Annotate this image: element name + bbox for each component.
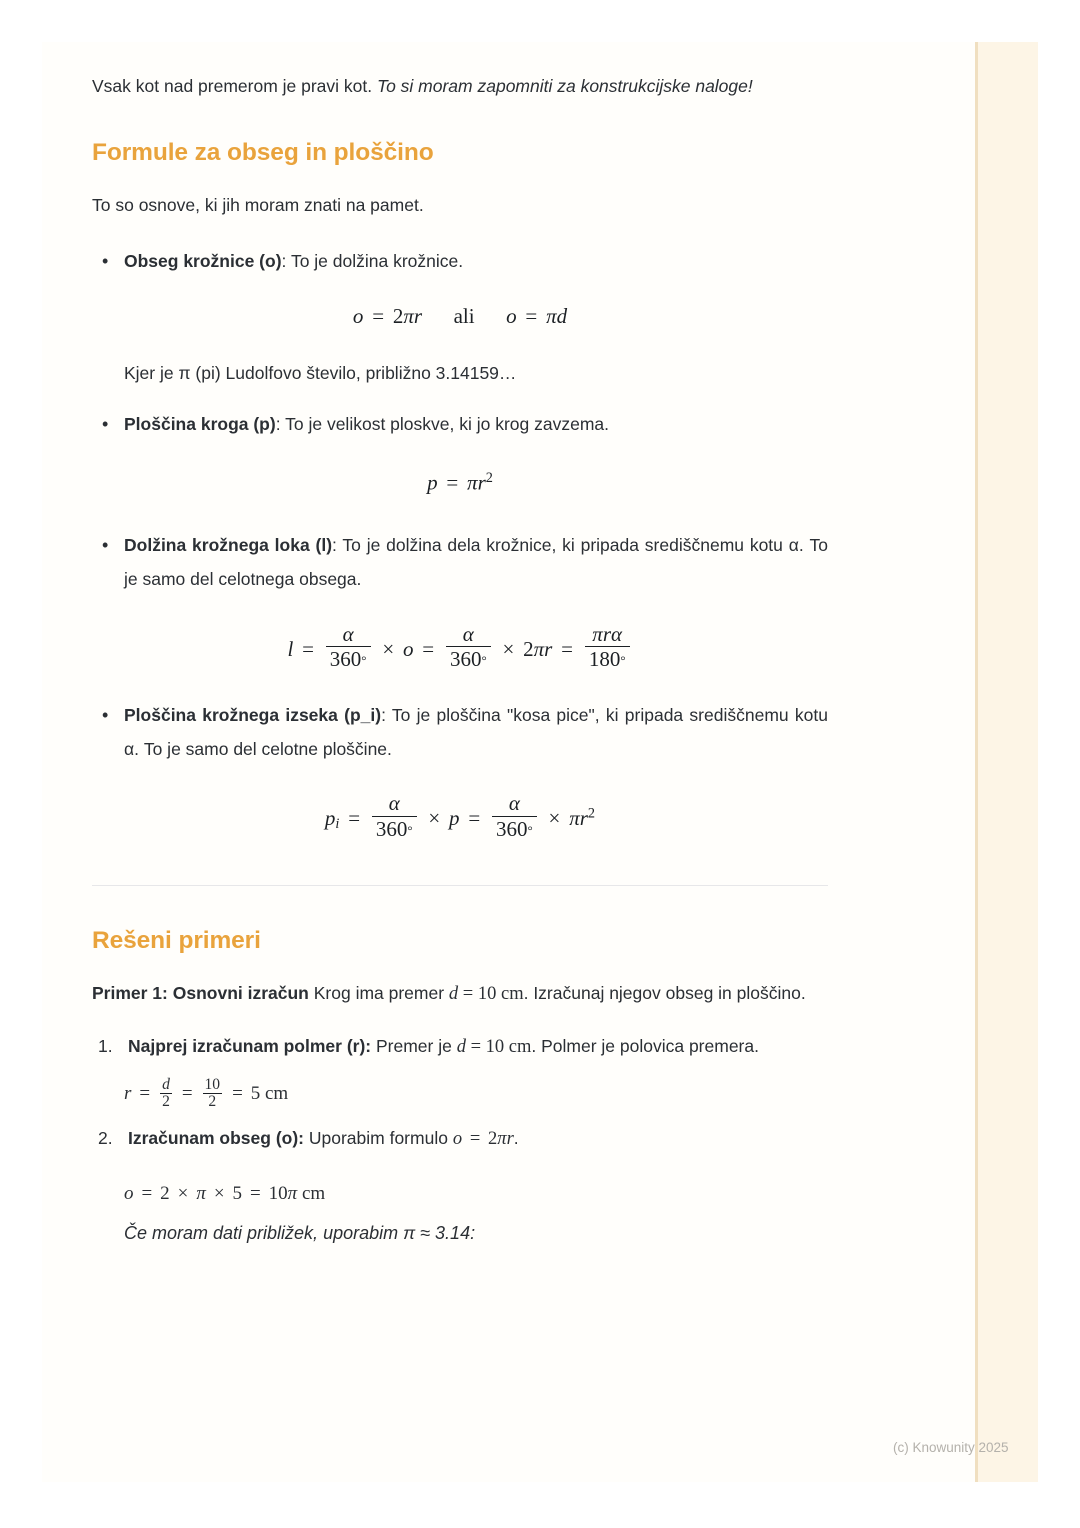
fraction-d-over-2 (160, 1077, 172, 1111)
math-pi: π (569, 805, 580, 830)
step-formula-circumference (124, 1176, 828, 1212)
fraction-numerator-alpha: α (372, 792, 417, 817)
math-d: d (456, 1037, 466, 1058)
math-o: o (452, 1129, 463, 1150)
math-times: × (177, 1182, 189, 1204)
formula-sep: : (281, 250, 291, 271)
formula-sep: : (381, 704, 392, 725)
section-heading-formulas: Formule za obseg in ploščino (92, 138, 434, 166)
fraction-alpha-over-360 (372, 792, 417, 840)
step-text-a: Premer je (371, 1036, 457, 1057)
page-right-margin-strip (975, 42, 1038, 1482)
fraction-denominator-360 (492, 817, 537, 841)
fraction-alpha-over-360 (326, 623, 371, 671)
math-equals-3: = (232, 1082, 243, 1104)
math-r: r (124, 1082, 132, 1104)
step-approximation-note: Če moram dati približek, uporabim π ≈ 3.14: (124, 1222, 476, 1243)
math-p-2: p (449, 805, 460, 830)
math-d: d (448, 983, 459, 1004)
fraction-alpha-over-360-2 (446, 623, 491, 671)
math-r: r (544, 636, 553, 661)
fraction-denominator-360 (446, 647, 491, 671)
inline-math-circumference-formula (453, 1129, 514, 1149)
formula-item-arc-length (92, 529, 828, 596)
example-text-before: Krog ima premer (308, 982, 449, 1003)
fraction-denominator-180 (585, 647, 630, 671)
example-text-after: . Izračunaj njegov obseg in ploščino. (523, 982, 806, 1003)
display-formula-sector-area (92, 792, 828, 840)
math-r: r (506, 1129, 514, 1150)
math-result-5: 5 (250, 1082, 261, 1104)
degree-icon: ° (361, 653, 367, 668)
math-equals-2: = (422, 636, 435, 661)
math-equals-2: = (525, 304, 538, 329)
formula-item-sector-area (92, 699, 828, 766)
document-content (92, 70, 828, 1250)
fraction-denominator-360 (326, 647, 371, 671)
math-equals: = (348, 805, 361, 830)
section-heading-examples: Rešeni primeri (92, 926, 261, 954)
fraction-alpha-over-360-2 (492, 792, 537, 840)
math-equals-3: = (561, 636, 573, 661)
math-equals-2: = (468, 805, 481, 830)
math-p: p (324, 805, 336, 830)
math-equals: = (372, 304, 385, 329)
step-term: Najprej izračunam polmer (r): (128, 1036, 372, 1057)
degree-icon: ° (620, 653, 626, 668)
fraction-denominator-2: 2 (162, 1093, 170, 1111)
math-equals: = (446, 470, 459, 495)
step-text-b: . (513, 1128, 519, 1149)
math-pi: π (533, 636, 545, 661)
math-o: o (124, 1182, 134, 1204)
inline-math-diameter (449, 984, 524, 1004)
degree-icon: ° (481, 653, 487, 668)
math-l: l (287, 636, 294, 661)
math-equals-2: = (181, 1082, 193, 1104)
math-times: × (382, 636, 395, 661)
math-10: 10 (485, 1037, 505, 1058)
math-exponent-two: 2 (485, 470, 493, 487)
math-equals: = (302, 636, 314, 661)
math-equals: = (469, 1129, 481, 1150)
example-title: Primer 1: Osnovni izračun (92, 982, 309, 1003)
math-5: 5 (232, 1182, 242, 1204)
math-360: 360 (329, 647, 362, 672)
fraction-numerator-pi-r-alpha (585, 623, 630, 648)
math-p: p (427, 470, 438, 495)
formula-description: To je dolžina krožnice. (290, 250, 464, 271)
math-pi: π (497, 1129, 507, 1150)
math-equals: = (141, 1182, 153, 1204)
math-unit-cm: cm (260, 1082, 289, 1104)
degree-icon: ° (407, 822, 413, 838)
math-times-2: × (213, 1182, 225, 1204)
math-r: r (413, 304, 423, 329)
math-two: 2 (523, 636, 534, 661)
intro-italic-text: To si moram zapomniti za konstrukcijske naloge! (376, 76, 753, 96)
pi-note-text: Kjer je π (pi) Ludolfovo število, približno 3.14159… (124, 363, 517, 384)
step-text-b: . Polmer je polovica premera. (531, 1036, 759, 1057)
math-two: 2 (488, 1129, 498, 1150)
math-pi: π (403, 304, 414, 329)
math-times: × (428, 805, 441, 830)
formula-item-circumference (92, 245, 828, 279)
math-pi: π (467, 470, 478, 495)
fraction-denominator-360 (372, 817, 417, 841)
display-formula-arc-length (92, 623, 828, 671)
fraction-numerator-alpha: α (446, 623, 491, 648)
math-two: 2 (392, 304, 404, 329)
math-times-2: × (502, 636, 515, 661)
fraction-numerator-alpha: α (326, 623, 371, 648)
formula-sep: : (332, 535, 343, 556)
fraction-pi-r-alpha-over-180 (585, 623, 630, 671)
formula-description: To je dolžina dela krožnice, ki pripada središčnemu kotu α. To je samo del celotnega obsega. (124, 535, 828, 590)
math-o-2: o (506, 304, 517, 329)
math-o: o (402, 636, 414, 661)
formula-term: Ploščina krožnega izseka (p_i) (124, 704, 382, 725)
formula-item-circle-area (92, 408, 828, 442)
math-equals: = (458, 983, 478, 1004)
math-equals-2: = (249, 1182, 261, 1204)
math-360: 360 (496, 816, 528, 841)
intro-plain-text: Vsak kot nad premerom je pravi kot. (92, 76, 377, 96)
fraction-numerator-10: 10 (204, 1076, 221, 1094)
math-exponent-two: 2 (587, 805, 596, 822)
math-r: r (579, 805, 588, 830)
math-unit-cm: cm (297, 1182, 326, 1204)
math-subscript-i: i (335, 816, 340, 833)
example-steps-list (92, 1030, 828, 1249)
math-unit-cm: cm (496, 983, 524, 1004)
math-r: r (602, 621, 612, 646)
fraction-10-over-2 (203, 1077, 223, 1111)
math-10: 10 (477, 983, 497, 1004)
formula-sep: : (275, 414, 286, 435)
math-two: 2 (160, 1182, 170, 1204)
section-divider (92, 885, 828, 886)
formula-term: Dolžina krožnega loka (l) (124, 535, 333, 556)
math-pi: π (196, 1182, 206, 1204)
display-formula-circle-area (92, 470, 828, 495)
fraction-denominator-2: 2 (208, 1093, 217, 1111)
math-pi: π (592, 621, 603, 646)
math-equals: = (139, 1082, 151, 1104)
formula-term: Obseg krožnice (o) (124, 250, 282, 271)
fraction-numerator-alpha: α (492, 792, 537, 817)
step-term: Izračunam obseg (o): (128, 1128, 304, 1149)
math-180: 180 (588, 647, 621, 672)
math-pi-2: π (287, 1182, 298, 1204)
math-10: 10 (268, 1182, 288, 1204)
step-text-a: Uporabim formulo (304, 1128, 453, 1149)
formula-term: Ploščina kroga (p) (124, 414, 276, 435)
copyright-watermark: (c) Knowunity 2025 (893, 1440, 1009, 1455)
example-intro-paragraph (92, 977, 828, 1013)
math-unit-cm: cm (504, 1037, 532, 1058)
step-formula-radius (124, 1076, 828, 1112)
step-item-radius (92, 1030, 828, 1066)
math-360: 360 (375, 816, 408, 841)
fraction-numerator-d: d (162, 1076, 170, 1094)
intro-paragraph (92, 70, 828, 104)
math-360: 360 (449, 647, 482, 672)
math-pi-2: π (546, 304, 557, 329)
math-alpha: α (611, 621, 623, 646)
math-d: d (556, 304, 568, 329)
step-item-circumference (92, 1122, 828, 1158)
page-margin-rule (975, 42, 978, 1482)
inline-math-diameter (457, 1037, 532, 1057)
formulas-lead-text: To so osnove, ki jih moram znati na pamet. (92, 194, 424, 215)
display-formula-circumference (92, 304, 828, 329)
degree-icon: ° (527, 822, 533, 838)
math-o: o (352, 304, 364, 329)
math-times-2: × (548, 805, 561, 830)
formula-description: To je velikost ploskve, ki jo krog zavzema. (285, 414, 610, 435)
math-equals: = (465, 1037, 486, 1058)
formula-list (92, 245, 828, 841)
math-word-ali: ali (453, 304, 475, 329)
formula-description: To je ploščina "kosa pice", ki pripada središčnemu kotu α. To je samo del celotne ploščine. (124, 704, 828, 759)
math-r: r (477, 470, 486, 495)
